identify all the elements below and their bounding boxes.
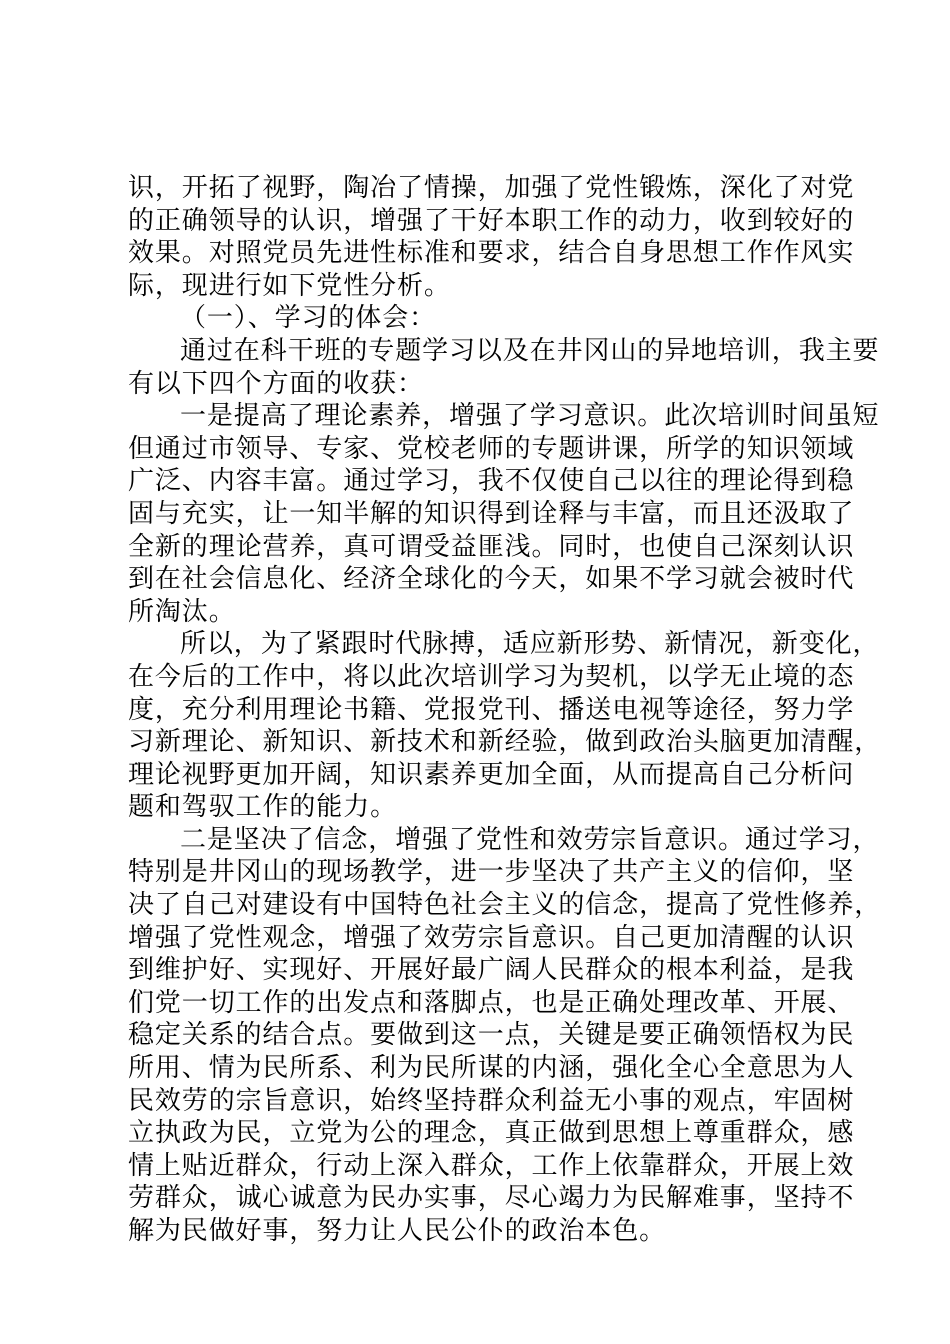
text-line: 识，开拓了视野，陶冶了情操，加强了党性锻炼，深化了对党: [128, 173, 855, 203]
text-line: 到在社会信息化、经济全球化的今天，如果不学习就会被时代: [128, 564, 855, 595]
text-line: 所淘汰。: [128, 596, 236, 627]
text-line: 理论视野更加开阔，知识素养更加全面，从而提高自己分析问: [128, 759, 855, 790]
text-line: 特别是井冈山的现场教学，进一步坚决了共产主义的信仰，坚: [128, 857, 855, 888]
text-line: 民效劳的宗旨意识，始终坚持群众利益无小事的观点，牢固树: [128, 1085, 855, 1116]
text-line: 稳定关系的结合点。要做到这一点，关键是要正确领悟权为民: [128, 1020, 855, 1051]
text-line: 习新理论、新知识、新技术和新经验，做到政治头脑更加清醒，: [128, 727, 882, 758]
text-line: 情上贴近群众，行动上深入群众，工作上依靠群众，开展上效: [128, 1150, 855, 1181]
text-line: 所用、情为民所系、利为民所谋的内涵，强化全心全意思为人: [128, 1053, 855, 1084]
text-line: 题和驾驭工作的能力。: [128, 792, 398, 823]
text-line: 增强了党性观念，增强了效劳宗旨意识。自己更加清醒的认识: [128, 922, 855, 953]
text-line: 广泛、内容丰富。通过学习，我不仅使自己以往的理论得到稳: [128, 466, 855, 497]
text-line: 通过在科干班的专题学习以及在井冈山的异地培训，我主要: [180, 335, 880, 366]
text-line: 在今后的工作中，将以此次培训学习为契机，以学无止境的态: [128, 661, 855, 692]
text-line: 的正确领导的认识，增强了干好本职工作的动力，收到较好的: [128, 205, 855, 236]
text-line: 决了自己对建设有中国特色社会主义的信念，提高了党性修养，: [128, 890, 882, 921]
text-line: 有以下四个方面的收获：: [128, 368, 424, 399]
text-line: 们党一切工作的出发点和落脚点，也是正确处理改革、开展、: [128, 987, 855, 1018]
text-line: 际，现进行如下党性分析。: [128, 270, 451, 301]
text-line: 劳群众，诚心诚意为民办实事，尽心竭力为民解难事，坚持不: [128, 1183, 855, 1214]
text-line: 一是提高了理论素养，增强了学习意识。此次培训时间虽短: [180, 401, 880, 432]
text-line: 到维护好、实现好、开展好最广阔人民群众的根本利益，是我: [128, 955, 855, 986]
text-line: 解为民做好事，努力让人民公仆的政治本色。: [128, 1216, 667, 1246]
body-text: [128, 172, 882, 1248]
text-line: 效果。对照党员先进性标准和要求，结合自身思想工作作风实: [128, 238, 855, 269]
text-line: （一）、学习的体会：: [180, 303, 437, 334]
text-line: 度，充分利用理论书籍、党报党刊、播送电视等途径，努力学: [128, 694, 855, 725]
text-line: 所以，为了紧跟时代脉搏，适应新形势、新情况，新变化，: [180, 629, 880, 660]
text-line: 全新的理论营养，真可谓受益匪浅。同时，也使自己深刻认识: [128, 531, 855, 562]
text-line: 固与充实，让一知半解的知识得到诠释与丰富，而且还汲取了: [128, 498, 855, 529]
text-line: 立执政为民，立党为公的理念，真正做到思想上尊重群众，感: [128, 1118, 855, 1149]
text-line: 但通过市领导、专家、党校老师的专题讲课，所学的知识领域: [128, 433, 855, 464]
text-line: 二是坚决了信念，增强了党性和效劳宗旨意识。通过学习，: [180, 824, 880, 855]
